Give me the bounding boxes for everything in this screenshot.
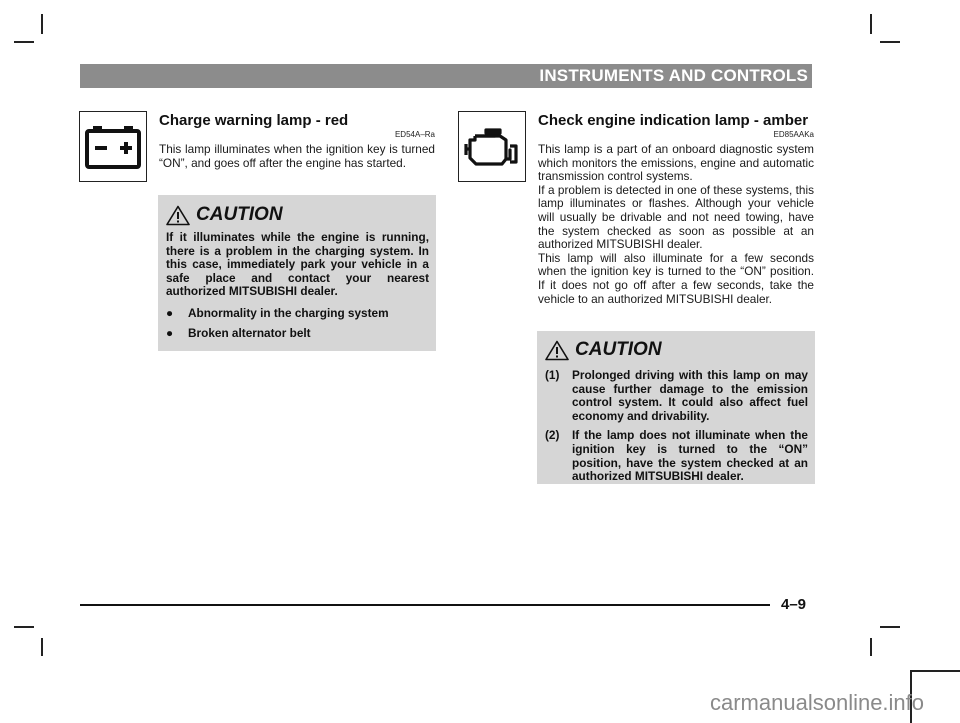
watermark: carmanualsonline.info — [710, 690, 925, 715]
battery-icon — [84, 124, 142, 170]
warning-triangle-icon — [166, 205, 190, 226]
crop-mark — [880, 626, 900, 628]
crop-mark — [41, 14, 43, 34]
footer-rule — [80, 604, 770, 606]
crop-mark — [14, 626, 34, 628]
check-engine-icon-box — [458, 111, 526, 182]
check-engine-code: ED85AAKa — [773, 130, 814, 139]
item-number: (2) — [545, 428, 560, 443]
bullet-marker: ● — [166, 305, 174, 320]
item-text: If the lamp does not illuminate when the ignition key is turned to the “ON” position, have the system checked at an authorized MITSUBISHI dealer. — [572, 428, 808, 484]
corner-mark — [910, 670, 960, 672]
crop-mark — [14, 41, 34, 43]
charge-lamp-icon-box — [79, 111, 147, 182]
crop-mark — [41, 638, 43, 656]
caution-heading — [545, 339, 808, 361]
paragraph: If a problem is detected in one of these systems, this lamp illuminates or flashes. Although your vehicle will usually be drivable and not need towing, have the system checked as soon as possible at an authorized MITSUBISHI dealer. — [538, 182, 814, 252]
caution-title: CAUTION — [575, 339, 662, 360]
section-title: INSTRUMENTS AND CONTROLS — [539, 66, 808, 85]
item-text: Prolonged driving with this lamp on may cause further damage to the emission control system. It could also affect fuel economy and drivability. — [572, 368, 808, 423]
engine-icon — [462, 124, 522, 170]
charge-lamp-title: Charge warning lamp - red — [159, 112, 349, 129]
section-header — [80, 64, 812, 88]
check-engine-caution-box — [537, 331, 815, 484]
caution-item — [545, 369, 808, 423]
caution-title: CAUTION — [196, 204, 283, 225]
check-engine-description — [538, 143, 814, 306]
charge-lamp-caution-box — [158, 195, 436, 351]
charge-lamp-description: This lamp illuminates when the ignition key is turned “ON”, and goes off after the engine has started. — [159, 142, 435, 170]
check-engine-title: Check engine indication lamp - amber — [538, 112, 809, 129]
paragraph: This lamp is a part of an onboard diagnostic system which monitors the emissions, engine and automatic transmission control systems. — [538, 142, 814, 184]
page-number: 4–9 — [781, 596, 807, 613]
caution-text: If it illuminates while the engine is running, there is a problem in the charging system. In this case, immediately park your vehicle in a safe place and contact your nearest authorized MITSUBISHI dealer. — [166, 230, 429, 299]
warning-triangle-icon — [545, 340, 569, 361]
crop-mark — [880, 41, 900, 43]
bullet-text: Abnormality in the charging system — [188, 305, 389, 320]
crop-mark — [870, 638, 872, 656]
caution-bullet — [166, 307, 429, 321]
crop-mark — [870, 14, 872, 34]
bullet-text: Broken alternator belt — [188, 325, 311, 340]
bullet-marker: ● — [166, 325, 174, 340]
item-number: (1) — [545, 368, 560, 382]
caution-bullet — [166, 327, 429, 341]
caution-item — [545, 429, 808, 483]
caution-heading — [166, 204, 429, 226]
charge-lamp-code: ED54A–Ra — [394, 130, 435, 139]
paragraph: This lamp will also illuminate for a few seconds when the ignition key is turned to the “ON” position. If it does not go off after a few seconds, take the vehicle to an authorized MITSUBISHI dealer. — [538, 250, 814, 306]
